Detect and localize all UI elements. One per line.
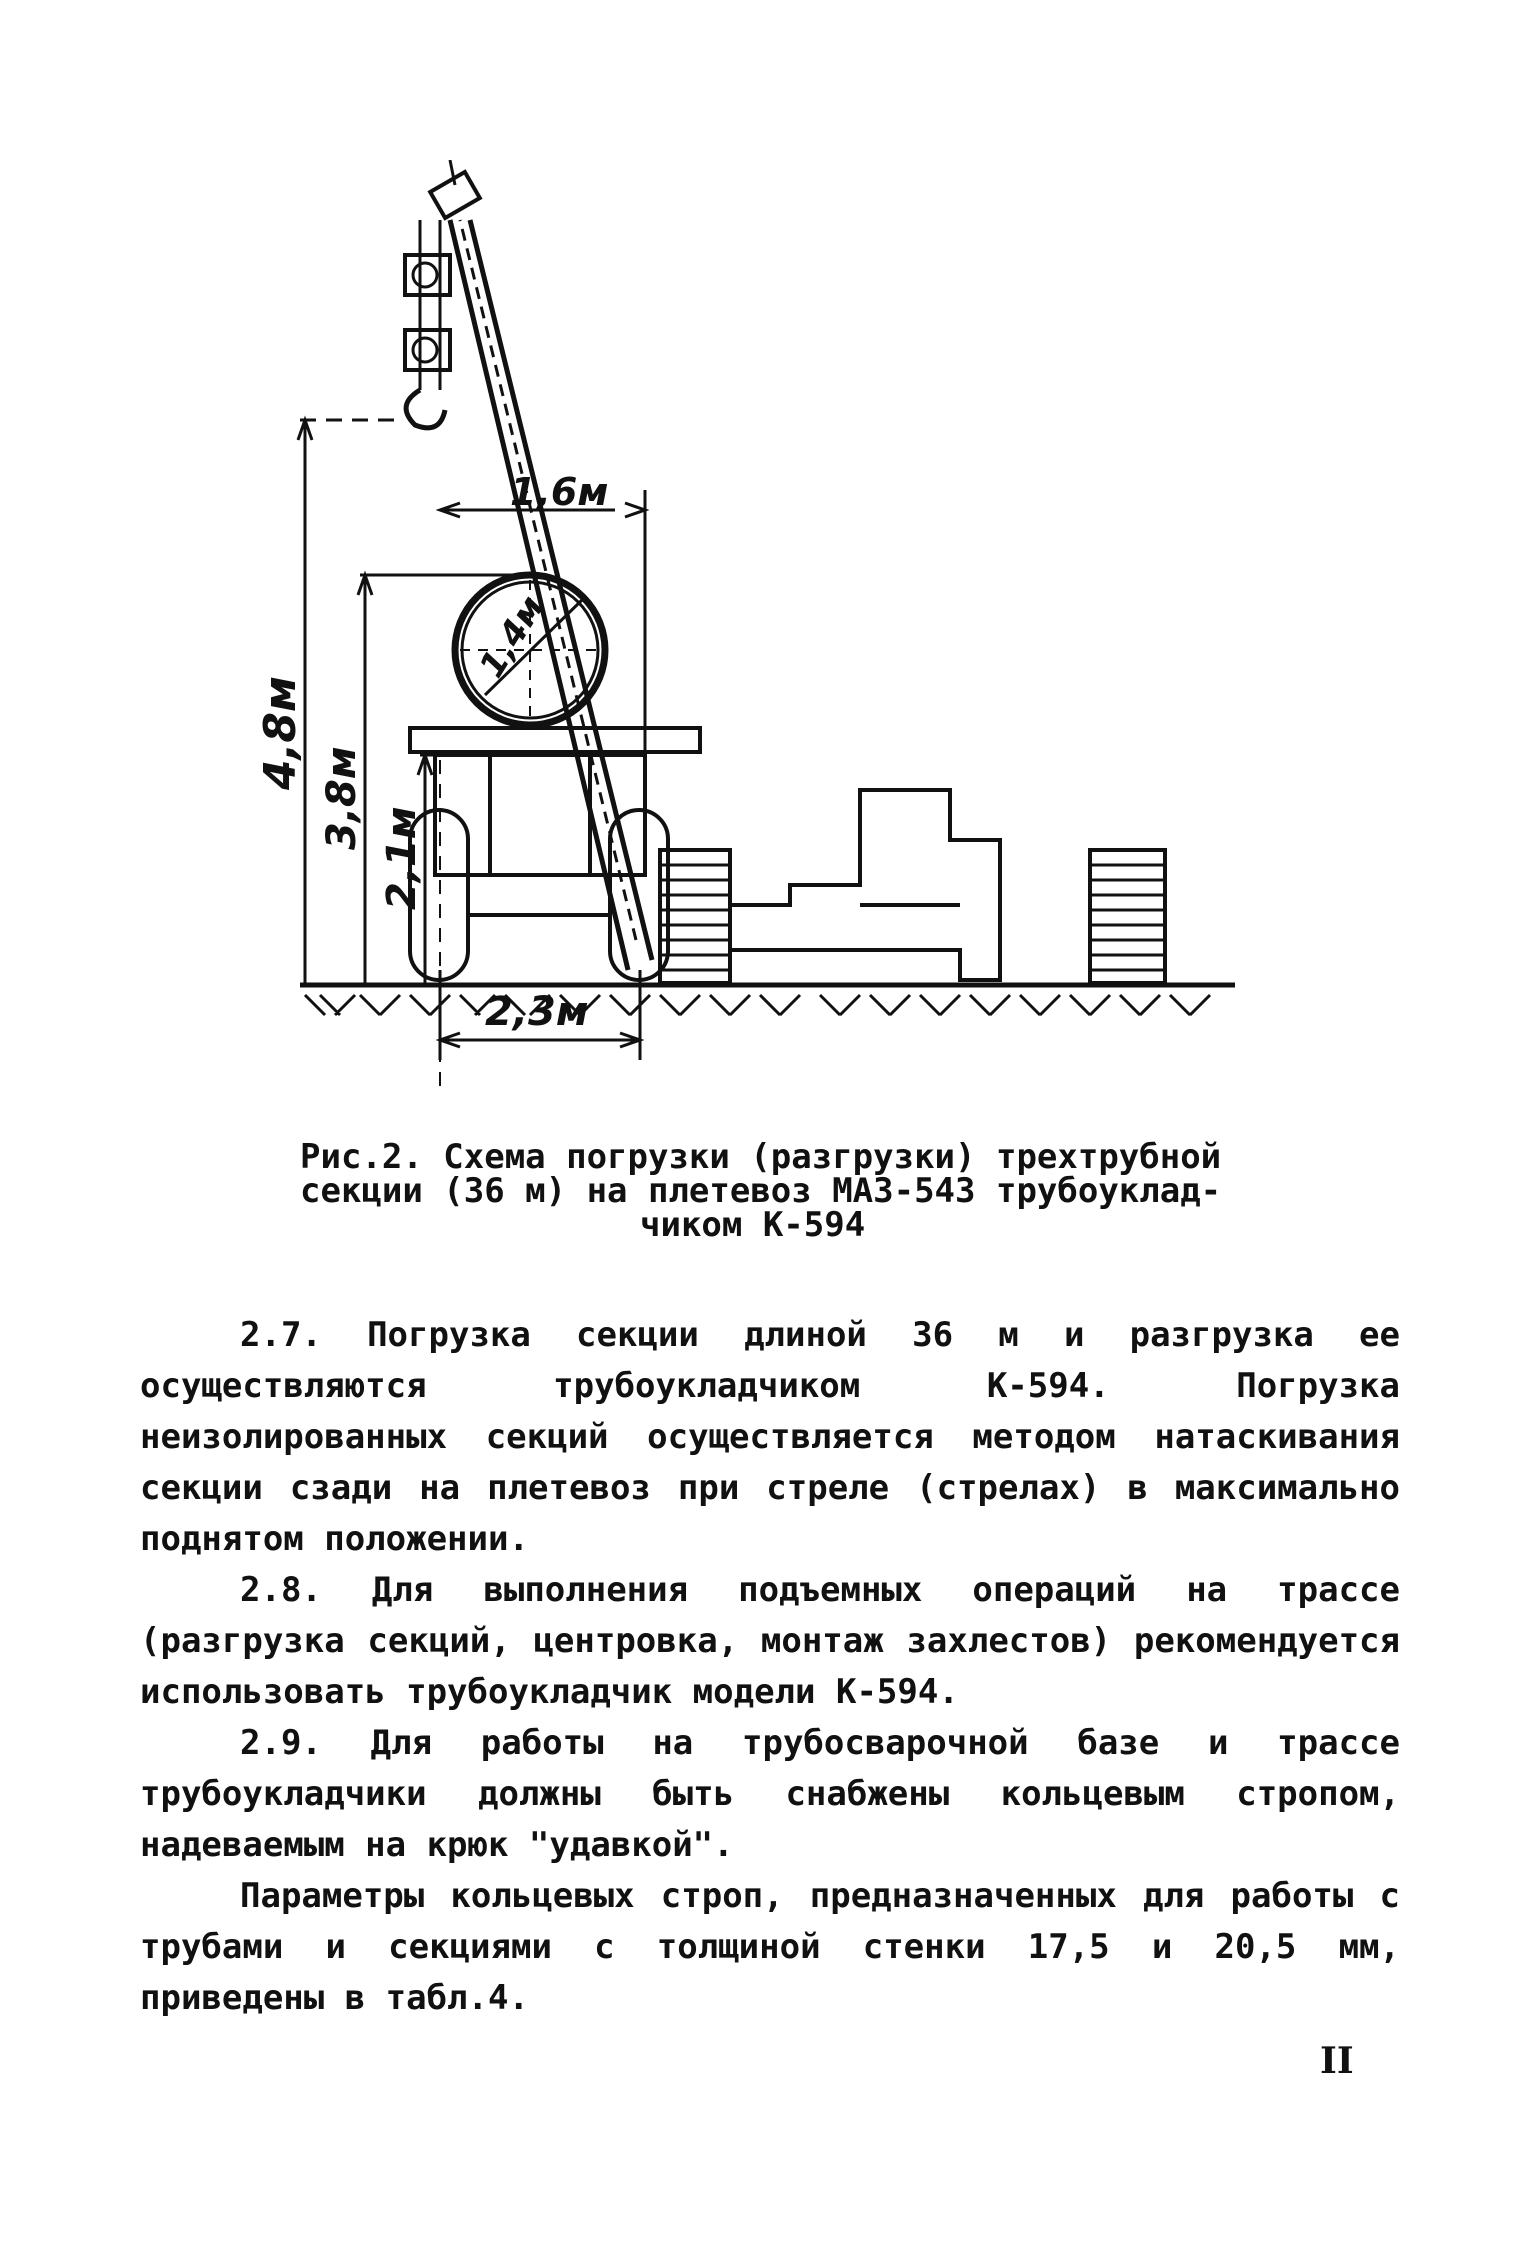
caption-line-3: чиком К-594	[640, 1205, 866, 1245]
caption-line-2: секции (36 м) на плетевоз МАЗ-543 трубоуклад-	[300, 1171, 1222, 1211]
trailer-platform	[410, 728, 700, 752]
pipelayer-track-left	[660, 850, 730, 983]
label-1-6: 1,6м	[510, 470, 609, 514]
label-4-8: 4,8м	[260, 676, 306, 790]
paragraph-parameters: Параметры кольцевых строп, предназначенных для работы с трубами и секциями с толщиной стенки 17,5 и 20,5 мм, приведены в табл.4.	[140, 1876, 1400, 2018]
pipelayer-track-right	[1090, 850, 1165, 983]
label-1-4: 1,4м	[471, 588, 553, 685]
paragraph-2-9: 2.9. Для работы на трубосварочной базе и трассе трубоукладчики должны быть снабжены кольцевым стропом, надеваемым на крюк "удавкой".	[140, 1723, 1400, 1865]
body-text	[140, 1310, 1400, 2024]
label-2-3: 2,3м	[485, 989, 589, 1035]
page-number: II	[1320, 2040, 1354, 2082]
trailer-axle	[468, 875, 610, 915]
crane-hook	[406, 390, 445, 428]
figure-caption	[300, 1137, 1240, 1245]
loading-scheme-figure	[260, 160, 1260, 1120]
paragraph-2-8: 2.8. Для выполнения подъемных операций на трассе (разгрузка секций, центровка, монтаж захлестов) рекомендуется использовать трубоукладчик модели К-594.	[140, 1570, 1400, 1712]
label-3-8: 3,8м	[319, 746, 365, 850]
paragraph-2-7: 2.7. Погрузка секции длиной 36 м и разгрузка ее осуществляются трубоукладчиком К-594. Погрузка неизолированных секций осуществляется методом натаскивания секции сзади на плетевоз при стреле (стрелах) в максимально поднятом положении.	[140, 1315, 1400, 1559]
label-2-1: 2,1м	[379, 806, 425, 910]
loading-scheme-drawing	[260, 160, 1260, 1120]
caption-line-1: Рис.2. Схема погрузки (разгрузки) трехтрубной	[300, 1137, 1222, 1177]
